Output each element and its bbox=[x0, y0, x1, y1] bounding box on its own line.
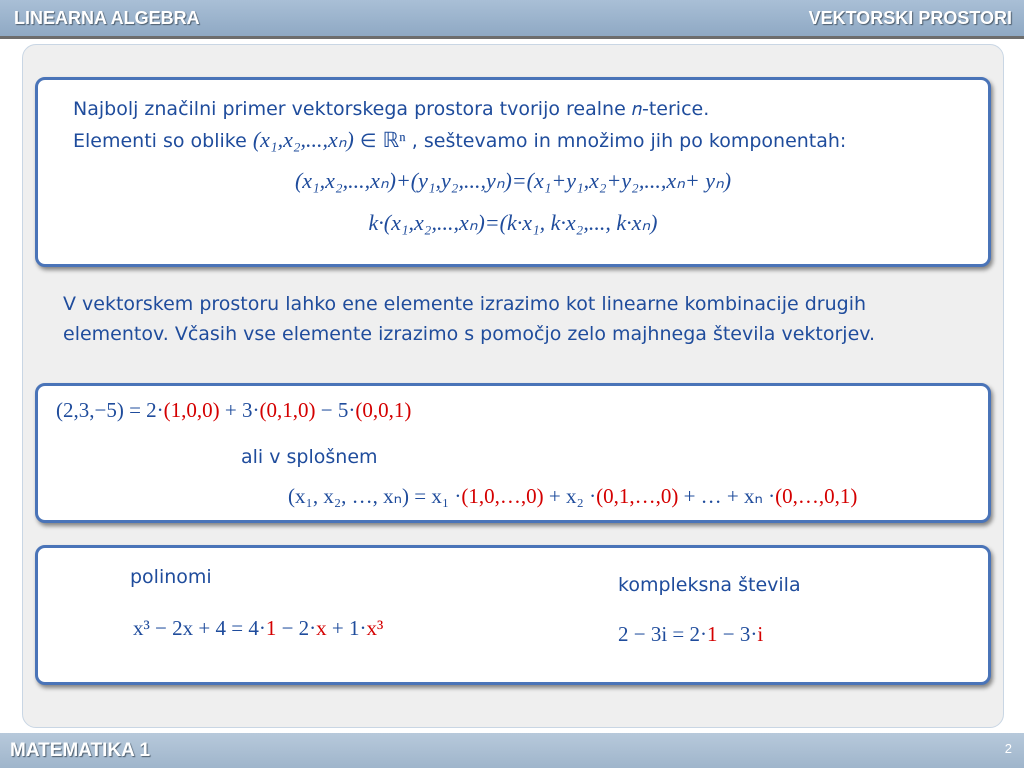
examples-box bbox=[35, 545, 991, 685]
element-of-symbol: ∈ bbox=[353, 130, 383, 152]
polynomials-label: polinomi bbox=[130, 566, 212, 588]
poly-basis-1: 1 bbox=[265, 616, 277, 640]
content-panel bbox=[22, 44, 1004, 728]
complex-label: kompleksna števila bbox=[618, 574, 801, 596]
basis-vector-e3: (0,0,1) bbox=[355, 398, 412, 422]
general-equation: (x₁, x₂, …, xₙ) = x₁ ·(1,0,…,0) + x₂ ·(0,1,…,0) + … + xₙ ·(0,…,0,1) bbox=[288, 484, 858, 508]
complex-equation: 2 − 3i = 2·1 − 3·i bbox=[618, 622, 764, 646]
poly-basis-x: x bbox=[316, 616, 327, 640]
poly-basis-x3: x³ bbox=[366, 616, 384, 640]
footer-course-title: MATEMATIKA 1 bbox=[10, 740, 151, 761]
paragraph-line-1: V vektorskem prostoru lahko ene elemente izrazimo kot linearne kombinacije drugih bbox=[63, 293, 867, 315]
definition-line-2: Elementi so oblike (x₁,x₂,...,xₙ) ∈ ℝⁿ , seštevamo in množimo jih po komponentah: bbox=[73, 127, 847, 152]
example-equation: (2,3,−5) = 2·(1,0,0) + 3·(0,1,0) − 5·(0,0,1) bbox=[56, 398, 412, 422]
general-basis-e2: (0,1,…,0) bbox=[596, 484, 679, 508]
sum-formula: (x₁,x₂,...,xₙ)+(y₁,y₂,...,yₙ)=(x₁+y₁,x₂+y₂,...,xₙ+ yₙ) bbox=[294, 168, 732, 193]
basis-vector-e2: (0,1,0) bbox=[259, 398, 316, 422]
combination-box bbox=[35, 383, 991, 523]
page-number: 2 bbox=[1004, 741, 1012, 756]
header-bar bbox=[0, 0, 1024, 39]
slide-topic-title: VEKTORSKI PROSTORI bbox=[808, 8, 1012, 28]
basis-vector-e1: (1,0,0) bbox=[163, 398, 220, 422]
polynomial-equation: x³ − 2x + 4 = 4·1 − 2·x + 1·x³ bbox=[133, 616, 384, 640]
general-basis-en: (0,…,0,1) bbox=[775, 484, 858, 508]
complex-basis-i: i bbox=[757, 622, 764, 646]
complex-basis-1: 1 bbox=[707, 622, 718, 646]
definition-box bbox=[35, 77, 991, 267]
real-space-symbol: ℝⁿ bbox=[382, 128, 406, 152]
definition-line-1: Najbolj značilni primer vektorskega prostora tvorijo realne 𝑛-terice. bbox=[73, 98, 710, 120]
tuple-notation: (x₁,x₂,...,xₙ) bbox=[252, 127, 354, 152]
general-label: ali v splošnem bbox=[241, 446, 378, 468]
paragraph-line-2: elementov. Včasih vse elemente izrazimo s pomočjo zelo majhnega števila vektorjev. bbox=[63, 323, 876, 345]
course-section-title: LINEARNA ALGEBRA bbox=[14, 8, 200, 28]
scalar-formula: k·(x₁,x₂,...,xₙ)=(k·x₁, k·x₂,..., k·xₙ) bbox=[368, 210, 658, 235]
general-basis-e1: (1,0,…,0) bbox=[461, 484, 544, 508]
footer-bar bbox=[0, 733, 1024, 768]
